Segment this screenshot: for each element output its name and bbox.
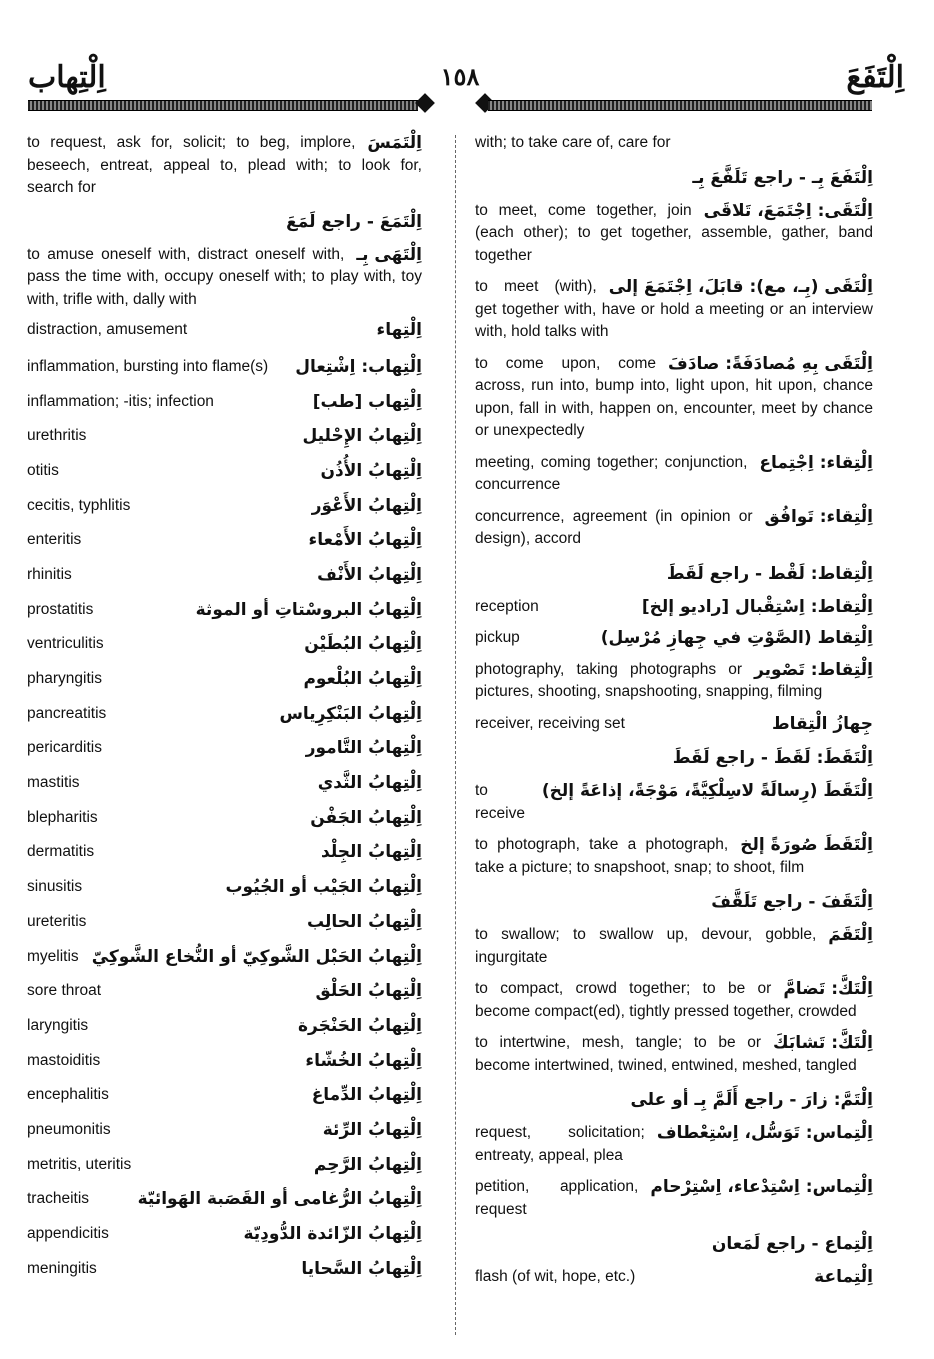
dictionary-entry xyxy=(475,834,873,879)
dictionary-entry xyxy=(475,506,873,551)
arabic-headword: اِلْتِهابُ البُطَيْن xyxy=(304,634,422,655)
arabic-headword: اِلْتِهابُ التَّامور xyxy=(305,738,422,759)
dictionary-entry xyxy=(475,780,873,825)
cross-reference: اِلْتِقاط: لَقْط - راجع لَقَطَ xyxy=(666,563,873,584)
arabic-headword: اِلْتِهابُ الأَعْوَر xyxy=(311,495,422,516)
dictionary-entry xyxy=(475,1266,873,1289)
dictionary-entry xyxy=(27,244,422,312)
english-definition: receiver, receiving set xyxy=(475,714,625,732)
english-definition: ureteritis xyxy=(27,912,87,930)
english-definition: urethritis xyxy=(27,427,87,445)
english-definition: reception xyxy=(475,597,539,615)
arabic-headword: اِلْتِهابُ البَنْكِرِياس xyxy=(279,703,422,724)
arabic-headword: اِلْتَكَّ: تَضامَّ xyxy=(783,979,873,999)
arabic-headword: اِلْتِهابُ الجَفْن xyxy=(310,807,422,828)
english-definition: to meet, come together, join (each other); to get together, assemble, gather, band together xyxy=(475,201,873,264)
dictionary-entry xyxy=(475,659,873,704)
dictionary-entry xyxy=(475,1032,873,1077)
english-definition: pharyngitis xyxy=(27,670,102,688)
arabic-headword: اِلْتَكَّ: تَشابَكَ xyxy=(773,1033,873,1053)
arabic-headword: اِلْتِهابُ الدِّماغ xyxy=(311,1085,422,1106)
english-definition: distraction, amusement xyxy=(27,321,188,338)
header-rule-left xyxy=(28,100,418,111)
dictionary-entry xyxy=(27,1147,422,1182)
dictionary-entry xyxy=(27,974,422,1009)
dictionary-entry xyxy=(27,319,422,342)
right-column xyxy=(475,132,873,1298)
english-definition: laryngitis xyxy=(27,1016,89,1034)
arabic-headword: اِلْتِهابُ الجَيْب أو الجُيُوب xyxy=(225,877,422,898)
english-definition: sinusitis xyxy=(27,878,83,896)
arabic-headword: اِلْتِهابُ الإِحْليل xyxy=(302,426,422,447)
arabic-headword: اِلْتِهابُ الرُّغامى أو القَصَبة الهَوائيّة xyxy=(137,1189,422,1210)
english-definition: pickup xyxy=(475,629,520,646)
arabic-headword: اِلْتِماس: اِسْتِدْعاء، اِسْتِرْحام xyxy=(650,1177,873,1197)
english-definition: to amuse oneself with, distract oneself with, pass the time with, occupy oneself with; to play with, toy with, trifle with, dally with xyxy=(27,245,422,308)
arabic-headword: اِلْتِهابُ الأَمْعاء xyxy=(308,530,422,551)
dictionary-entry xyxy=(475,276,873,344)
left-guide-word: اِلْتِهاب xyxy=(28,60,106,95)
english-definition: encephalitis xyxy=(27,1086,109,1104)
dictionary-entry xyxy=(27,558,422,593)
arabic-headword: اِلْتِقاط (الصَّوْتِ في جِهازِ مُرْسِل) xyxy=(600,628,873,648)
arabic-headword: اِلْتِهابُ البروسْتاتِ أو الموثة xyxy=(195,599,422,620)
dictionary-entry xyxy=(27,766,422,801)
arabic-headword: جِهازُ الْتِقاط xyxy=(772,713,873,734)
dictionary-entry xyxy=(27,662,422,697)
dictionary-entry xyxy=(27,800,422,835)
dictionary-entry xyxy=(27,488,422,523)
dictionary-entry xyxy=(475,1176,873,1221)
arabic-headword: اِلْتِهابُ الثَّدي xyxy=(317,773,422,794)
arabic-headword: اِلْتِهابُ الرَّحِم xyxy=(313,1154,422,1175)
arabic-headword: اِلْتِهابُ الرِّئة xyxy=(322,1119,422,1140)
english-definition: mastitis xyxy=(27,774,80,792)
dictionary-entry xyxy=(27,1182,422,1217)
arabic-headword: اِلْتَقَى: اِجْتَمَعَ، تَلاقَى xyxy=(703,200,873,221)
column-divider xyxy=(455,135,456,1335)
header-rule-right xyxy=(488,100,872,111)
english-definition: pericarditis xyxy=(27,739,102,757)
dictionary-entry xyxy=(27,905,422,940)
left-column xyxy=(27,132,422,1286)
right-guide-word: اِلْتَفَعَ xyxy=(846,60,904,95)
dictionary-entry xyxy=(27,835,422,870)
dictionary-entry xyxy=(27,696,422,731)
english-definition: to intertwine, mesh, tangle; to be or become intertwined, twined, entwined, meshed, tangled xyxy=(475,1034,857,1074)
cross-reference: اِلْتَقَفَ - راجع تَلَقَّفَ xyxy=(711,892,873,912)
english-definition: dermatitis xyxy=(27,843,95,861)
cross-reference: اِلْتَقَطَ: لَقَطَ - راجع لَقَطَ xyxy=(672,748,873,768)
arabic-headword: اِلْتَقَطَ صُورَةً إلخ xyxy=(740,835,873,855)
arabic-headword: اِلْتِهابُ الزّائدة الدُّودِيّة xyxy=(243,1224,422,1245)
arabic-headword: اِلْتِهاء xyxy=(376,320,422,340)
english-definition: enteritis xyxy=(27,531,82,549)
dictionary-entry xyxy=(27,419,422,454)
english-definition: rhinitis xyxy=(27,565,72,583)
arabic-headword: اِلْتِقاط: تَصْوير xyxy=(754,659,873,680)
header-diamond-left xyxy=(415,93,435,113)
dictionary-entry xyxy=(475,596,873,619)
english-definition: cecitis, typhlitis xyxy=(27,496,131,514)
english-definition: photography, taking photographs or pictures, shooting, snapshooting, snapping, filming xyxy=(475,660,823,700)
dictionary-entry xyxy=(27,627,422,662)
dictionary-entry xyxy=(475,713,873,736)
english-definition: myelitis xyxy=(27,947,79,965)
english-definition: to swallow; to swallow up, devour, gobble, ingurgitate xyxy=(475,926,817,966)
dictionary-entry xyxy=(27,592,422,627)
english-definition: concurrence, agreement (in opinion or design), accord xyxy=(475,507,753,547)
english-definition: pneumonitis xyxy=(27,1120,111,1138)
arabic-headword: اِلْتِهابُ البُلْعوم xyxy=(303,669,422,690)
dictionary-entry xyxy=(27,1251,422,1286)
arabic-headword: اِلْتِهابُ الحَلْق xyxy=(315,981,422,1002)
english-definition: to receive xyxy=(475,782,525,822)
arabic-headword: اِلْتَقَطَ (رِسالَةً لاسِلْكِيَّةً، مَوْجَةً، إذاعَةً إلخ) xyxy=(541,781,873,801)
arabic-headword: اِلْتَقَى بِهِ مُصادَفَةً: صادَفَ xyxy=(668,353,873,374)
english-definition: flash (of wit, hope, etc.) xyxy=(475,1268,636,1285)
arabic-headword: اِلْتَهَى بِـ xyxy=(356,244,422,265)
english-definition: meningitis xyxy=(27,1259,97,1277)
arabic-headword: اِلْتِهابُ الحَنْجَرة xyxy=(297,1015,422,1036)
arabic-headword: اِلْتَقَى (بِـ، مع): قابَلَ، اِجْتَمَعَ إلى xyxy=(608,277,873,297)
english-definition: with; to take care of, care for xyxy=(475,134,671,151)
arabic-headword: اِلْتِهابُ الأَنْف xyxy=(317,564,422,585)
dictionary-entry xyxy=(475,978,873,1023)
english-definition: pancreatitis xyxy=(27,704,107,722)
english-definition: to request, ask for, solicit; to beg, implore, beseech, entreat, appeal to, plead with; to look for, search for xyxy=(27,134,422,196)
english-definition: to come upon, come across, run into, bump into, light upon, hit upon, chance upon, fall in with, happen on, encounter, meet by chance or unexpectedly xyxy=(475,354,873,439)
dictionary-entry xyxy=(475,132,873,155)
cross-reference: اِلْتَمَعَ - راجع لَمَعَ xyxy=(286,211,422,232)
cross-reference: اِلْتِماع - راجع لَمَعان xyxy=(711,1234,873,1254)
english-definition: tracheitis xyxy=(27,1190,90,1208)
arabic-headword: اِلْتِهابُ الجِلْد xyxy=(321,842,422,863)
arabic-headword: اِلْتِهاب [طب] xyxy=(312,391,422,412)
arabic-headword: اِلْتَمَسَ xyxy=(367,133,422,153)
english-definition: sore throat xyxy=(27,982,102,1000)
english-definition: otitis xyxy=(27,461,59,479)
arabic-headword: اِلْتِهابُ السَّحايا xyxy=(301,1258,422,1279)
english-definition: mastoiditis xyxy=(27,1051,101,1069)
dictionary-entry xyxy=(475,627,873,650)
english-definition: ventriculitis xyxy=(27,635,104,653)
dictionary-entry xyxy=(475,452,873,497)
english-definition: meeting, coming together; conjunction, concurrence xyxy=(475,453,748,493)
english-definition: petition, application, request xyxy=(475,1178,639,1218)
cross-reference: اِلْتَفَعَ بِـ - راجع تَلَفَّعَ بِـ xyxy=(692,167,873,188)
arabic-headword: اِلْتِهابُ الحالِب xyxy=(307,911,422,932)
dictionary-entry xyxy=(475,924,873,969)
english-definition: blepharitis xyxy=(27,808,98,826)
arabic-headword: اِلْتِماس: تَوَسُّل، اِسْتِعْطاف xyxy=(656,1123,873,1143)
arabic-headword: اِلْتِقاء: اِجْتِماع xyxy=(759,452,873,473)
english-definition: to compact, crowd together; to be or become compact(ed), tightly pressed together, crowded xyxy=(475,980,857,1020)
dictionary-entry xyxy=(27,523,422,558)
arabic-headword: اِلْتِهابُ الخُشّاء xyxy=(305,1050,422,1071)
dictionary-entry xyxy=(27,1217,422,1252)
dictionary-entry xyxy=(27,1113,422,1148)
arabic-headword: اِلْتِهابُ الأُذُن xyxy=(320,460,422,481)
page-number: ١٥٨ xyxy=(440,62,480,91)
dictionary-entry xyxy=(27,731,422,766)
english-definition: request, solicitation; entreaty, appeal, plea xyxy=(475,1124,645,1164)
dictionary-entry xyxy=(27,1078,422,1113)
english-definition: inflammation, bursting into flame(s) xyxy=(27,357,269,375)
english-definition: to meet (with), get together with, have or hold a meeting or an interview with, hold talks with xyxy=(475,278,873,340)
arabic-headword: اِلْتِهابُ الحَبْل الشَّوكِيّ أو النُّخاع الشَّوكِيّ xyxy=(91,946,422,967)
english-definition: appendicitis xyxy=(27,1225,109,1243)
dictionary-entry xyxy=(475,353,873,443)
arabic-headword: اِلْتِماعة xyxy=(814,1267,873,1287)
dictionary-entry xyxy=(27,350,422,385)
english-definition: prostatitis xyxy=(27,600,94,618)
arabic-headword: اِلْتِقاط: اِسْتِقْبال [راديو إلخ] xyxy=(641,596,873,617)
dictionary-entry xyxy=(475,1122,873,1167)
dictionary-entry xyxy=(27,454,422,489)
english-definition: metritis, uteritis xyxy=(27,1155,132,1173)
dictionary-entry xyxy=(27,1009,422,1044)
dictionary-entry xyxy=(27,1043,422,1078)
arabic-headword: اِلْتِهاب: اِشْتِعال xyxy=(295,356,422,377)
arabic-headword: اِلْتَقَمَ xyxy=(828,925,873,945)
dictionary-entry xyxy=(27,384,422,419)
dictionary-entry xyxy=(27,870,422,905)
arabic-headword: اِلْتِقاء: تَوافُق xyxy=(764,506,873,527)
cross-reference: اِلْتَمَّ: زارَ - راجع أَلَمَّ بِـ أو على xyxy=(630,1090,873,1110)
english-definition: inflammation; -itis; infection xyxy=(27,392,214,410)
page-header xyxy=(0,0,934,130)
dictionary-entry xyxy=(27,132,422,200)
dictionary-entry xyxy=(27,939,422,974)
dictionary-entry xyxy=(475,200,873,268)
english-definition: to photograph, take a photograph, take a picture; to snapshoot, snap; to shoot, film xyxy=(475,836,805,876)
